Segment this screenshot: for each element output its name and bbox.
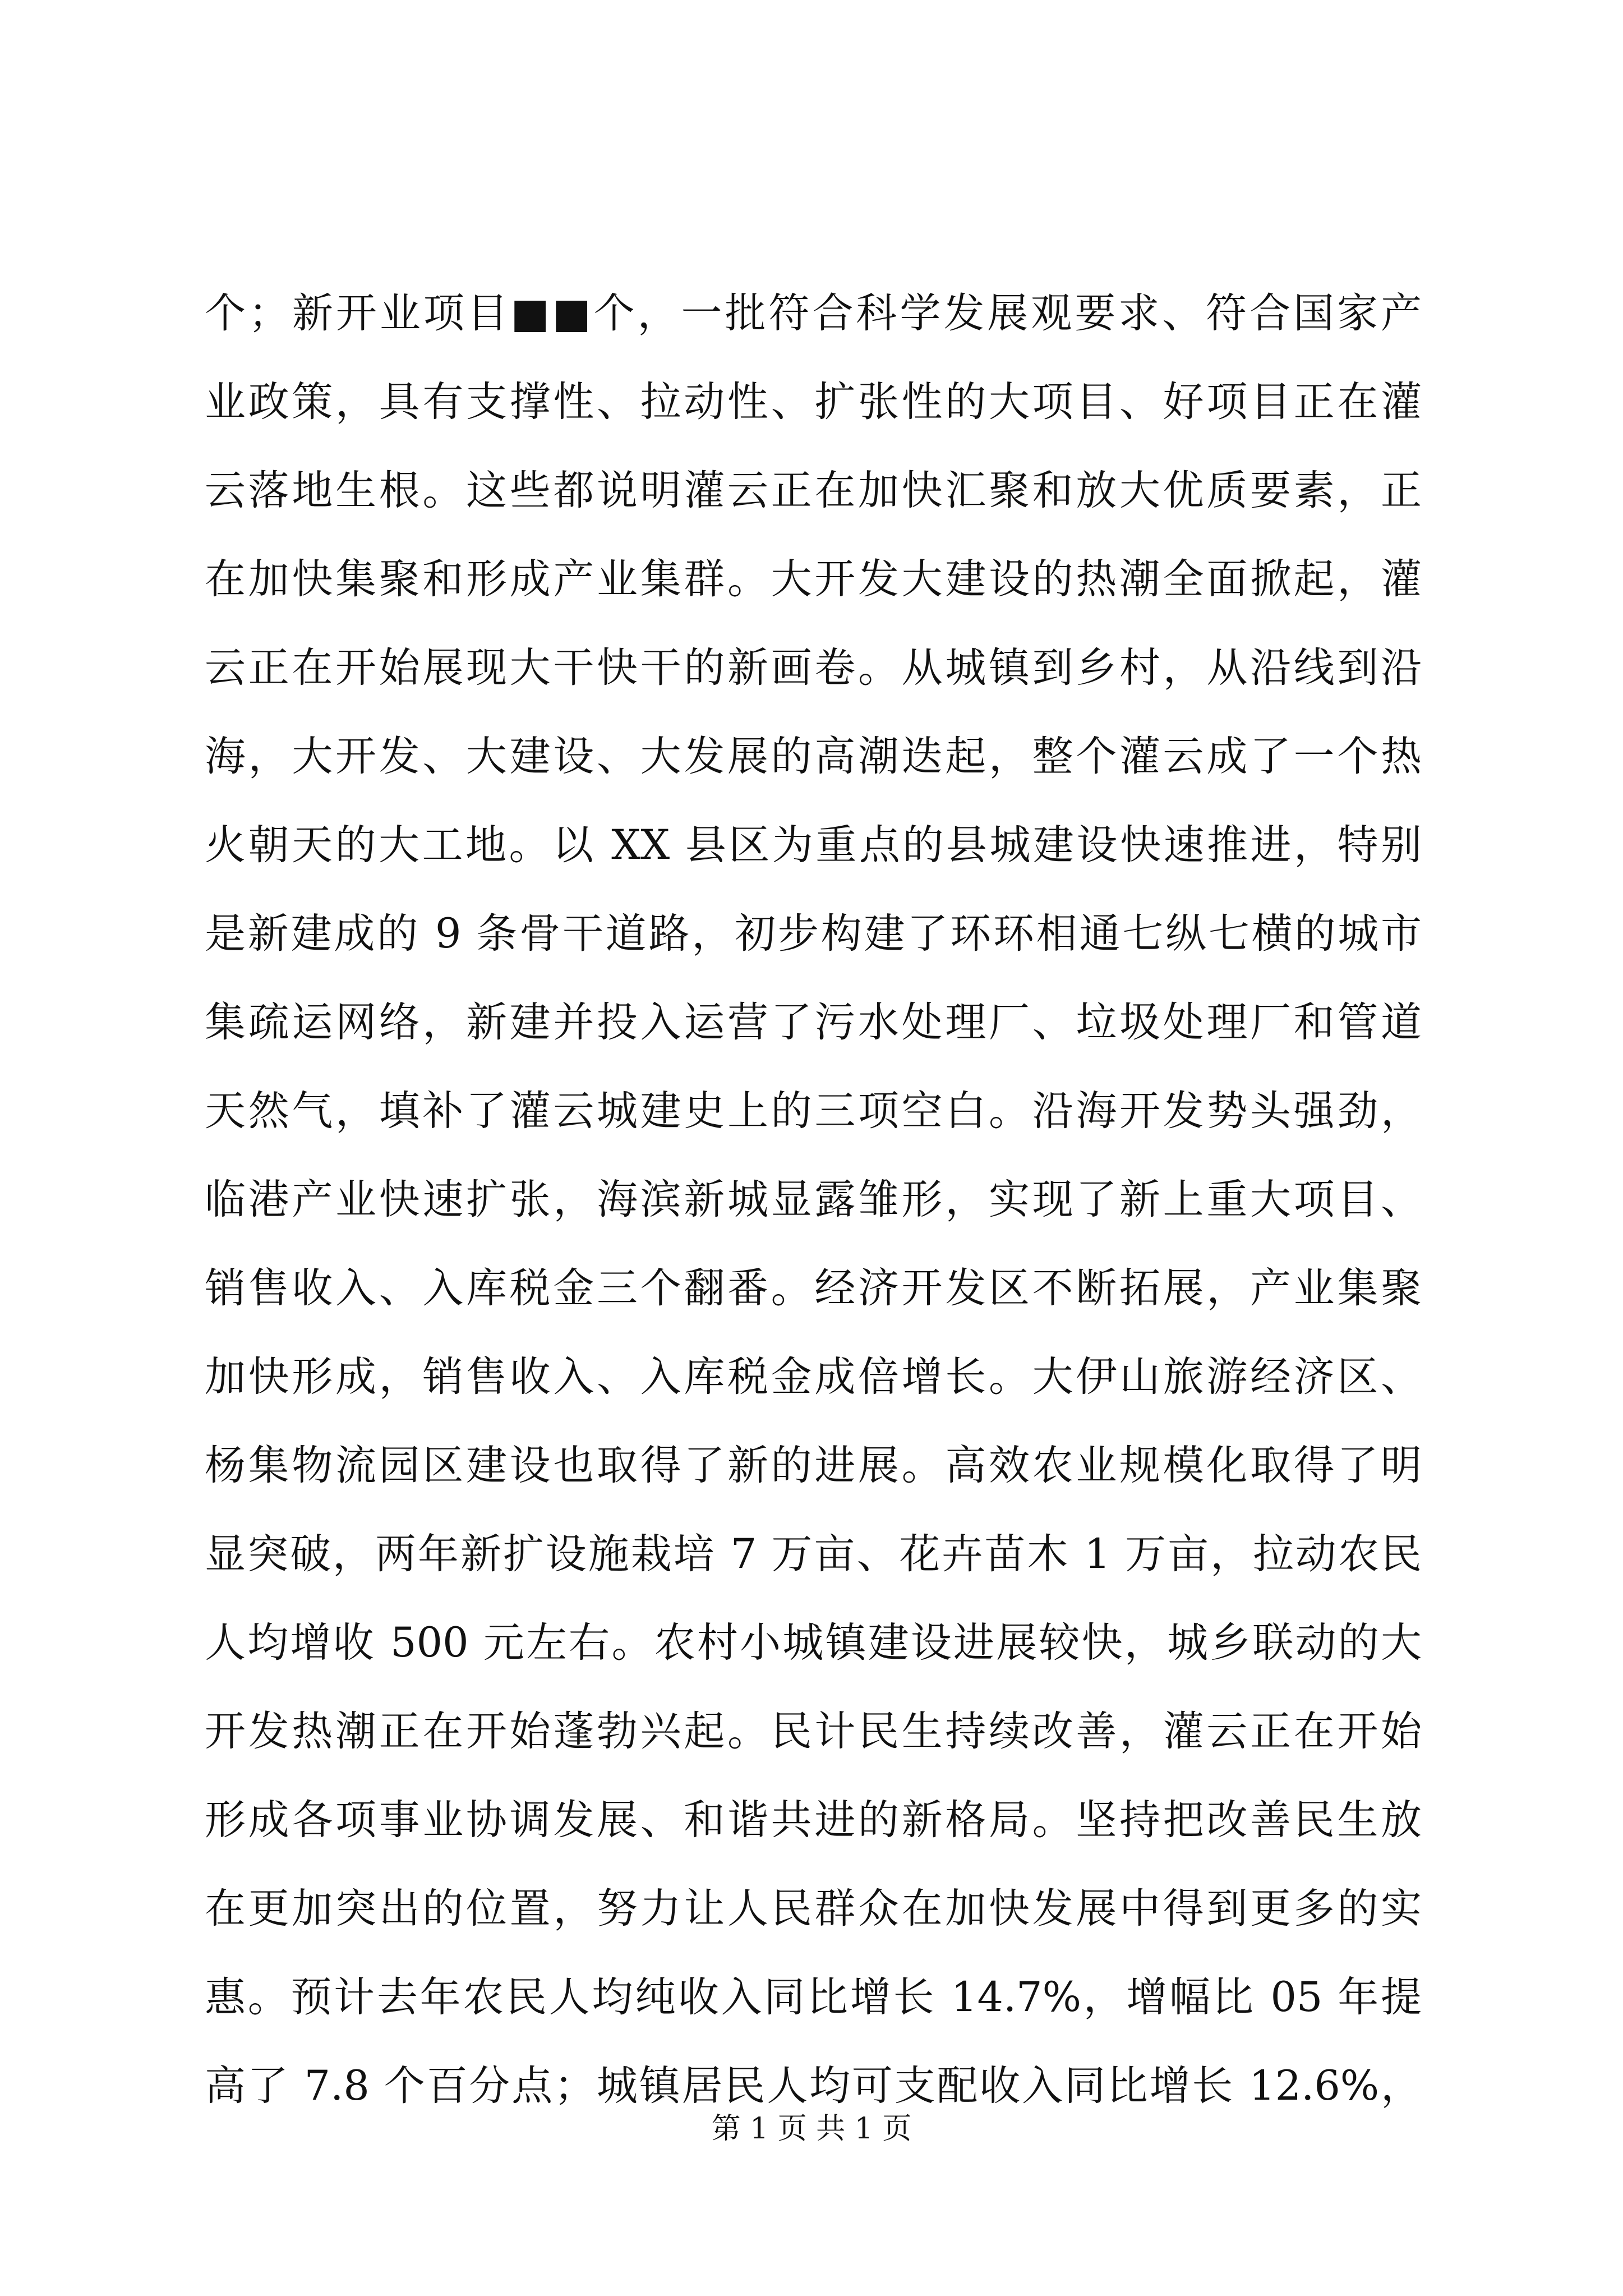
- text-line: 个；新开业项目■■个，一批符合科学发展观要求、符合国家产: [205, 289, 1422, 337]
- text-line: 形成各项事业协调发展、和谐共进的新格局。坚持把改善民生放: [205, 1796, 1422, 1844]
- text-line: 销售收入、入库税金三个翻番。经济开发区不断拓展，产业集聚: [205, 1264, 1422, 1312]
- text-line: 在加快集聚和形成产业集群。大开发大建设的热潮全面掀起，灌: [205, 555, 1422, 603]
- body-paragraph: [205, 269, 1422, 2131]
- text-line: 开发热潮正在开始蓬勃兴起。民计民生持续改善，灌云正在开始: [205, 1708, 1422, 1755]
- text-line: 在更加突出的位置，努力让人民群众在加快发展中得到更多的实: [205, 1885, 1422, 1932]
- text-line: 临港产业快速扩张，海滨新城显露雏形，实现了新上重大项目、: [205, 1176, 1422, 1223]
- text-line: 显突破，两年新扩设施栽培 7 万亩、花卉苗木 1 万亩，拉动农民: [205, 1530, 1422, 1578]
- text-line: 火朝天的大工地。以 XX 县区为重点的县城建设快速推进，特别: [205, 821, 1422, 869]
- page-footer: 第 1 页 共 1 页: [711, 2112, 912, 2146]
- text-line: 集疏运网络，新建并投入运营了污水处理厂、垃圾处理厂和管道: [205, 999, 1422, 1046]
- text-line: 天然气，填补了灌云城建史上的三项空白。沿海开发势头强劲，: [205, 1087, 1422, 1135]
- text-line: 人均增收 500 元左右。农村小城镇建设进展较快，城乡联动的大: [205, 1619, 1422, 1667]
- text-line: 高了 7.8 个百分点；城镇居民人均可支配收入同比增长 12.6%，: [205, 2062, 1422, 2110]
- text-line: 杨集物流园区建设也取得了新的进展。高效农业规模化取得了明: [205, 1442, 1422, 1489]
- text-line: 加快形成，销售收入、入库税金成倍增长。大伊山旅游经济区、: [205, 1353, 1422, 1401]
- text-line: 是新建成的 9 条骨干道路，初步构建了环环相通七纵七横的城市: [205, 910, 1422, 958]
- text-line: 海，大开发、大建设、大发展的高潮迭起，整个灌云成了一个热: [205, 733, 1422, 780]
- text-line: 云正在开始展现大干快干的新画卷。从城镇到乡村，从沿线到沿: [205, 644, 1422, 692]
- text-line: 业政策，具有支撑性、拉动性、扩张性的大项目、好项目正在灌: [205, 378, 1422, 426]
- text-line: 惠。预计去年农民人均纯收入同比增长 14.7%，增幅比 05 年提: [205, 1973, 1422, 2021]
- text-line: 云落地生根。这些都说明灌云正在加快汇聚和放大优质要素，正: [205, 467, 1422, 514]
